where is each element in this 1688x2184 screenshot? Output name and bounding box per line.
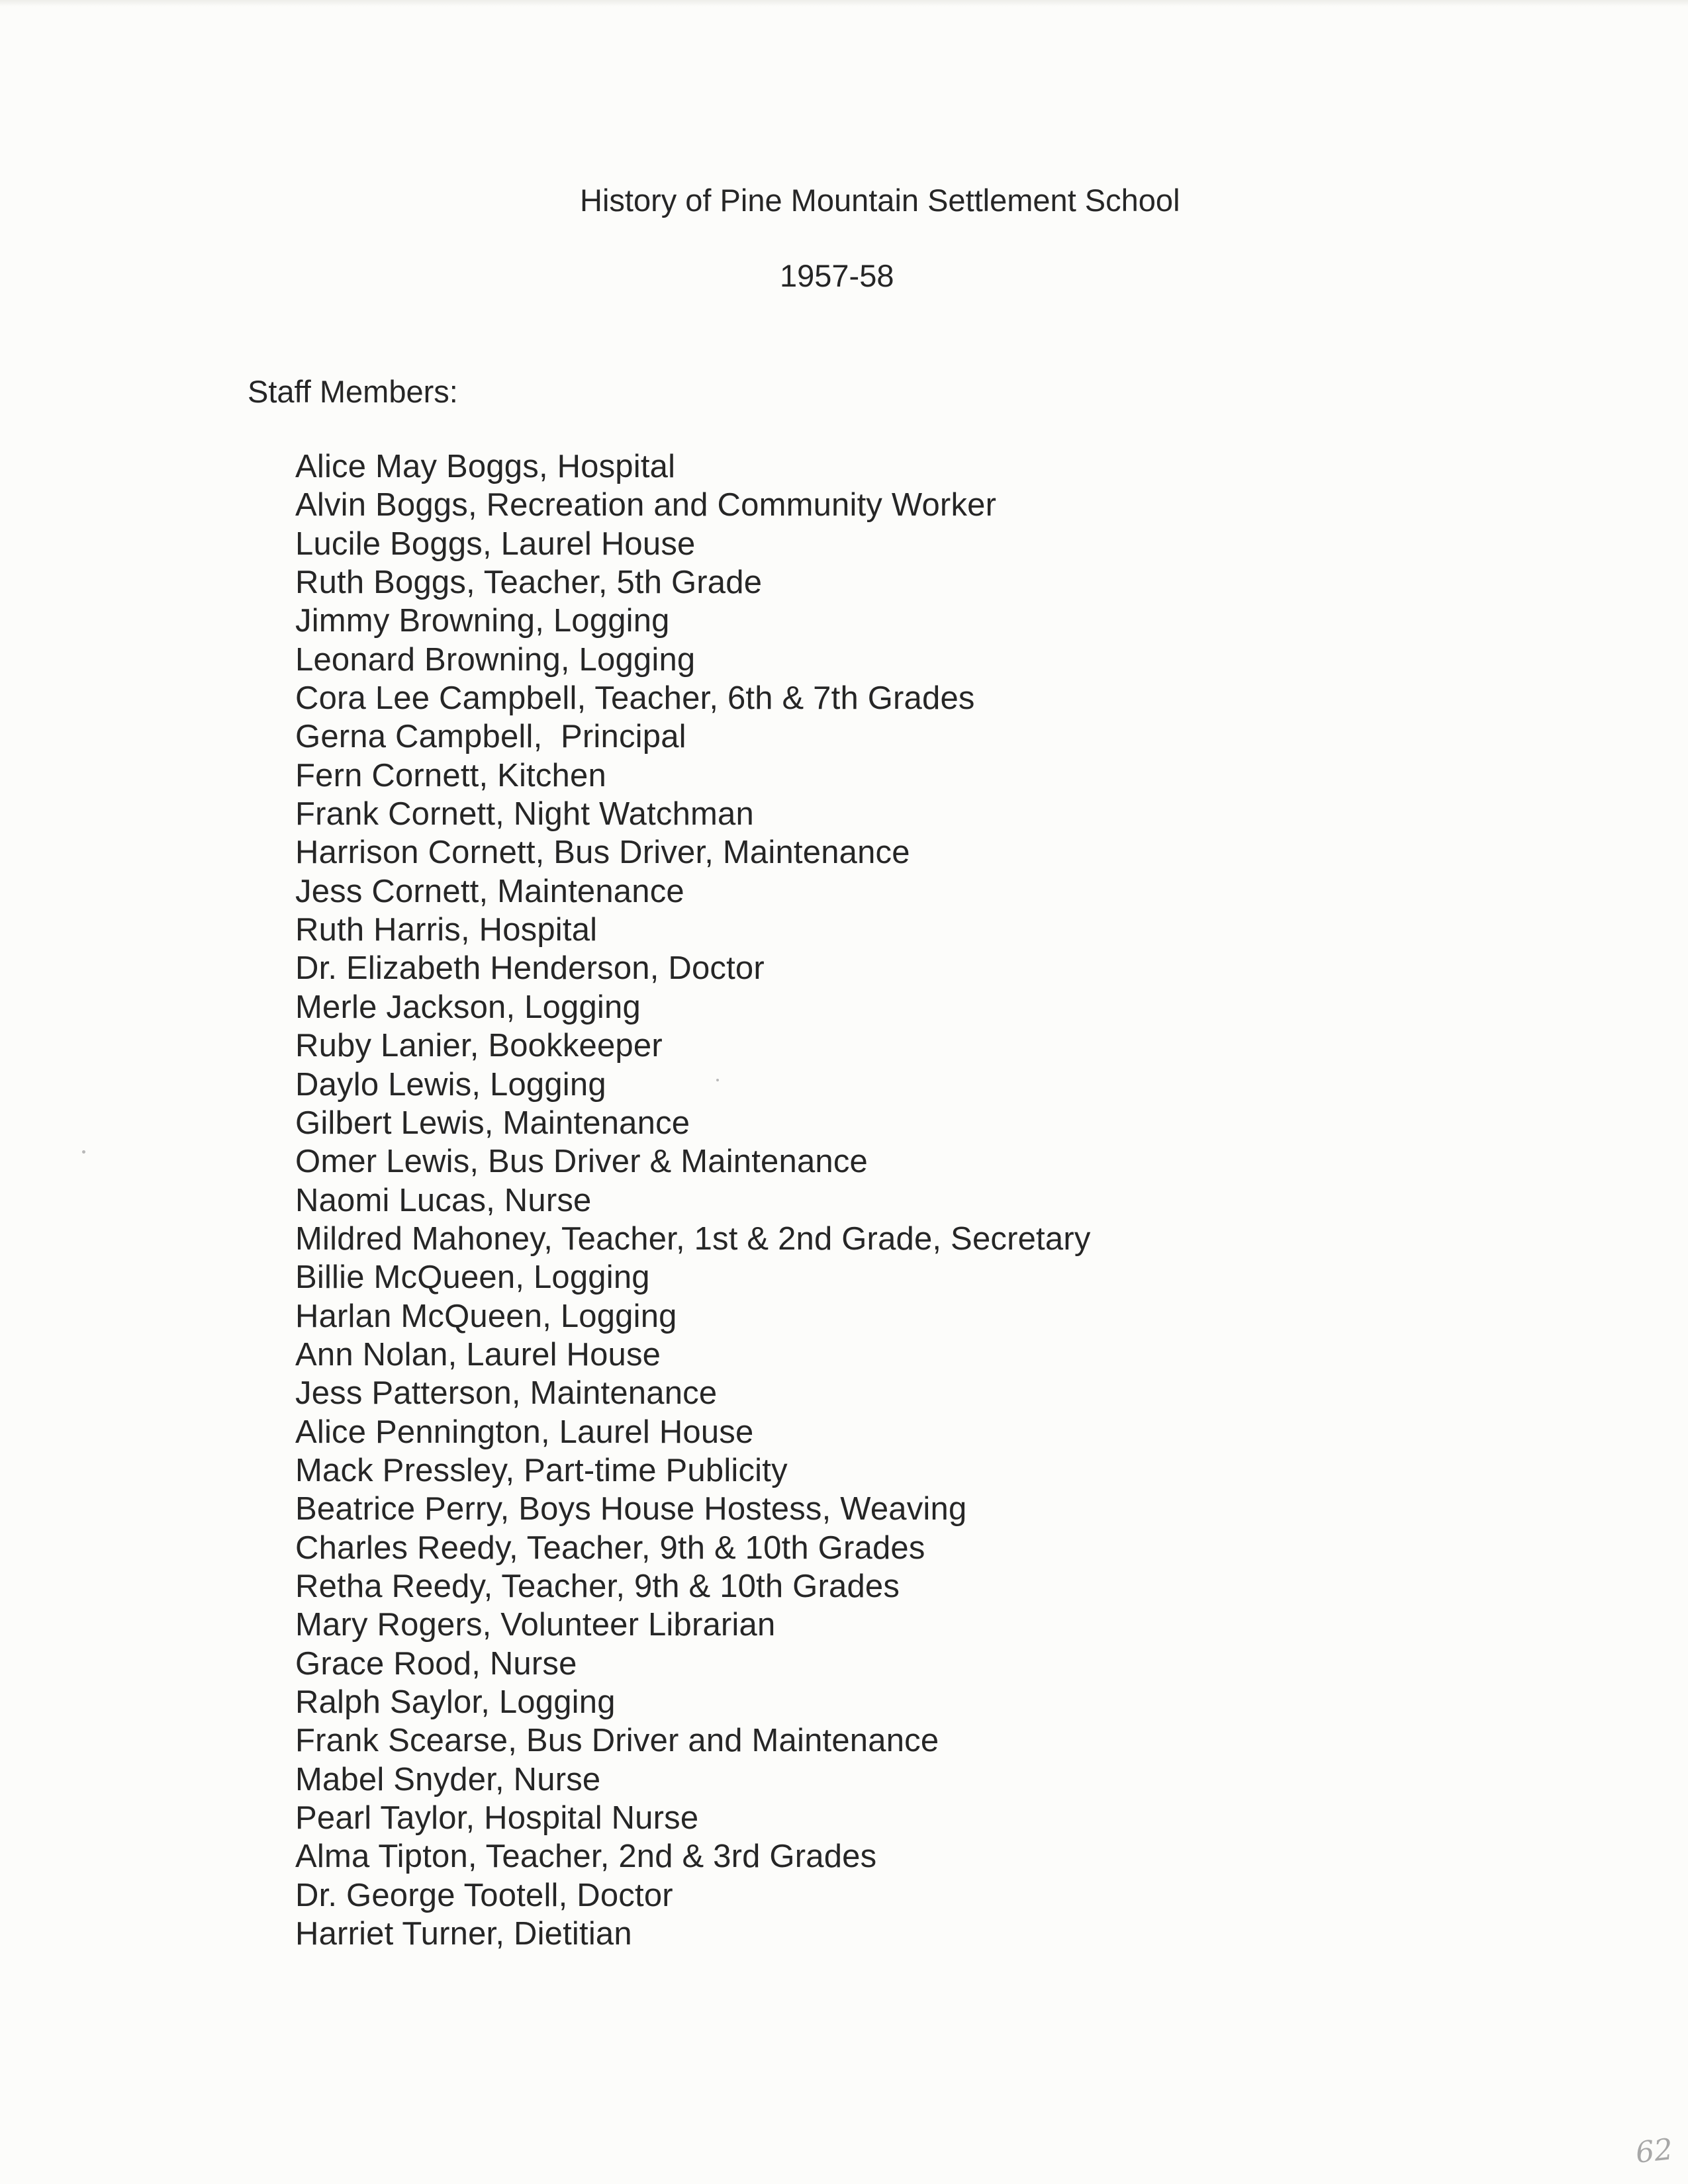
staff-entry: Mildred Mahoney, Teacher, 1st & 2nd Grade, Secretary [295, 1220, 1091, 1257]
scan-edge-shadow [0, 0, 1688, 7]
scan-speck [716, 1079, 719, 1081]
staff-entry: Gerna Campbell, Principal [295, 719, 686, 755]
staff-entry: Ruth Boggs, Teacher, 5th Grade [295, 565, 763, 601]
staff-entry: Alice May Boggs, Hospital [295, 449, 676, 484]
staff-entry: Omer Lewis, Bus Driver & Maintenance [295, 1144, 868, 1180]
staff-entry: Jimmy Browning, Logging [295, 603, 670, 639]
staff-entry: Alice Pennington, Laurel House [295, 1414, 754, 1450]
staff-entry: Harlan McQueen, Logging [295, 1298, 677, 1334]
staff-entry: Mary Rogers, Volunteer Librarian [295, 1607, 776, 1643]
staff-entry: Harrison Cornett, Bus Driver, Maintenance [295, 835, 910, 871]
staff-entry: Pearl Taylor, Hospital Nurse [295, 1800, 699, 1837]
staff-entry: Daylo Lewis, Logging [295, 1066, 606, 1103]
staff-entry: Naomi Lucas, Nurse [295, 1182, 592, 1218]
staff-entry: Charles Reedy, Teacher, 9th & 10th Grades [295, 1529, 925, 1566]
staff-entry: Ann Nolan, Laurel House [295, 1336, 661, 1373]
staff-entry: Cora Lee Campbell, Teacher, 6th & 7th Grades [295, 680, 975, 717]
staff-entry: Billie McQueen, Logging [295, 1259, 650, 1296]
staff-entry: Frank Cornett, Night Watchman [295, 796, 754, 833]
staff-entry: Mabel Snyder, Nurse [295, 1761, 601, 1797]
staff-entry: Gilbert Lewis, Maintenance [295, 1105, 690, 1141]
staff-entry: Ralph Saylor, Logging [295, 1684, 616, 1720]
staff-entry: Leonard Browning, Logging [295, 641, 696, 678]
staff-entry: Jess Cornett, Maintenance [295, 873, 684, 909]
staff-entry: Merle Jackson, Logging [295, 989, 641, 1025]
staff-list [295, 447, 1091, 1953]
document-title: History of Pine Mountain Settlement School [580, 183, 1180, 218]
staff-entry: Grace Rood, Nurse [295, 1645, 577, 1682]
staff-entry: Harriet Turner, Dietitian [295, 1916, 632, 1952]
staff-entry: Fern Cornett, Kitchen [295, 757, 606, 794]
handwritten-page-number: 62 [1634, 2132, 1675, 2170]
staff-entry: Ruth Harris, Hospital [295, 912, 598, 948]
staff-entry: Beatrice Perry, Boys House Hostess, Weaving [295, 1491, 967, 1527]
staff-entry: Alma Tipton, Teacher, 2nd & 3rd Grades [295, 1839, 877, 1875]
staff-entry: Dr. George Tootell, Doctor [295, 1877, 673, 1913]
staff-entry: Frank Scearse, Bus Driver and Maintenance [295, 1723, 939, 1759]
staff-section-label: Staff Members: [248, 374, 458, 409]
staff-entry: Jess Patterson, Maintenance [295, 1375, 718, 1412]
staff-entry: Alvin Boggs, Recreation and Community Worker [295, 487, 997, 523]
staff-entry: Retha Reedy, Teacher, 9th & 10th Grades [295, 1568, 900, 1604]
scan-speck [82, 1150, 85, 1154]
staff-entry: Lucile Boggs, Laurel House [295, 525, 696, 562]
staff-entry: Ruby Lanier, Bookkeeper [295, 1028, 663, 1064]
staff-entry: Dr. Elizabeth Henderson, Doctor [295, 950, 765, 987]
staff-entry: Mack Pressley, Part-time Publicity [295, 1452, 788, 1488]
document-years: 1957-58 [780, 258, 894, 293]
